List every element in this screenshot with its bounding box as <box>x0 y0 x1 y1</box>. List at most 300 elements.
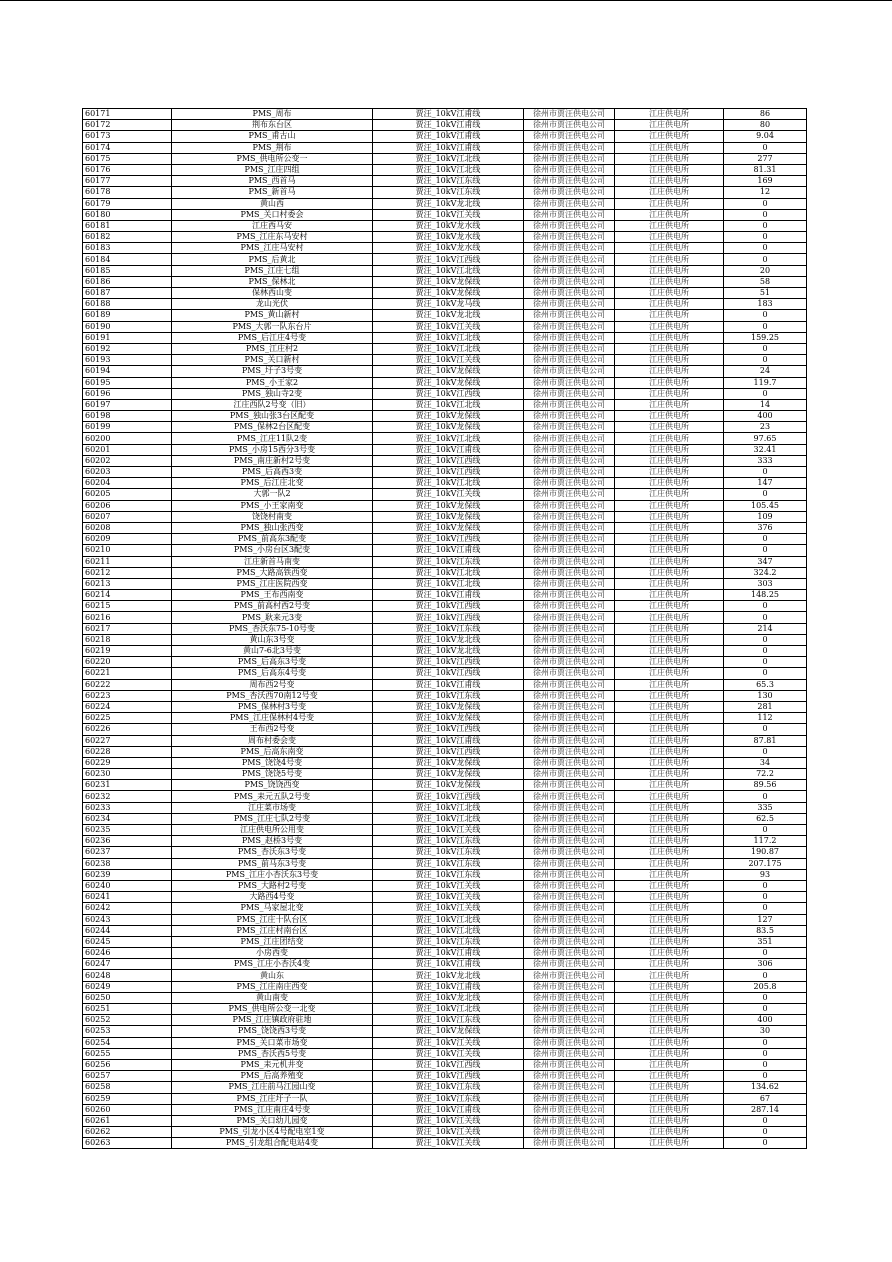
transformer-name-cell: PMS_新首马 <box>172 187 373 198</box>
company-cell: 徐州市贾汪供电公司 <box>524 590 615 601</box>
table-row <box>83 489 807 500</box>
table-row <box>83 578 807 589</box>
station-cell: 江庄供电所 <box>615 981 724 992</box>
feeder-line-cell: 贾汪_10kV江西线 <box>373 668 524 679</box>
feeder-line-cell: 贾汪_10kV江东线 <box>373 858 524 869</box>
transformer-name-cell: 周布西2号变 <box>172 679 373 690</box>
value-cell: 351 <box>724 936 807 947</box>
feeder-line-cell: 贾汪_10kV龙保线 <box>373 701 524 712</box>
transformer-name-cell: PMS_保林2台区配变 <box>172 422 373 433</box>
value-cell: 119.7 <box>724 377 807 388</box>
feeder-line-cell: 贾汪_10kV龙保线 <box>373 377 524 388</box>
transformer-name-cell: PMS_江庄马安村 <box>172 243 373 254</box>
company-cell: 徐州市贾汪供电公司 <box>524 735 615 746</box>
table-row <box>83 992 807 1003</box>
company-cell: 徐州市贾汪供电公司 <box>524 813 615 824</box>
value-cell: 12 <box>724 187 807 198</box>
company-cell: 徐州市贾汪供电公司 <box>524 399 615 410</box>
feeder-line-cell: 贾汪_10kV江关线 <box>373 1138 524 1149</box>
transformer-name-cell: PMS_后高东南变 <box>172 746 373 757</box>
row-id-cell: 60196 <box>83 388 172 399</box>
transformer-name-cell: 江庄西马安 <box>172 220 373 231</box>
transformer-name-cell: PMS_江庄村2 <box>172 343 373 354</box>
table-row <box>83 411 807 422</box>
feeder-line-cell: 贾汪_10kV龙水线 <box>373 232 524 243</box>
row-id-cell: 60222 <box>83 679 172 690</box>
transformer-name-cell: PMS_小房台区3配变 <box>172 545 373 556</box>
feeder-line-cell: 贾汪_10kV龙水线 <box>373 220 524 231</box>
table-row <box>83 970 807 981</box>
feeder-line-cell: 贾汪_10kV江东线 <box>373 1093 524 1104</box>
station-cell: 江庄供电所 <box>615 802 724 813</box>
row-id-cell: 60232 <box>83 791 172 802</box>
value-cell: 0 <box>724 970 807 981</box>
value-cell: 67 <box>724 1093 807 1104</box>
value-cell: 0 <box>724 1059 807 1070</box>
row-id-cell: 60243 <box>83 914 172 925</box>
table-row <box>83 1059 807 1070</box>
station-cell: 江庄供电所 <box>615 1037 724 1048</box>
transformer-name-cell: PMS_江庄南庄4号变 <box>172 1104 373 1115</box>
station-cell: 江庄供电所 <box>615 422 724 433</box>
value-cell: 0 <box>724 657 807 668</box>
feeder-line-cell: 贾汪_10kV江西线 <box>373 467 524 478</box>
company-cell: 徐州市贾汪供电公司 <box>524 746 615 757</box>
row-id-cell: 60180 <box>83 209 172 220</box>
feeder-line-cell: 贾汪_10kV江甫线 <box>373 679 524 690</box>
feeder-line-cell: 贾汪_10kV江甫线 <box>373 120 524 131</box>
table-row <box>83 556 807 567</box>
row-id-cell: 60224 <box>83 701 172 712</box>
company-cell: 徐州市贾汪供电公司 <box>524 914 615 925</box>
station-cell: 江庄供电所 <box>615 254 724 265</box>
feeder-line-cell: 贾汪_10kV江东线 <box>373 936 524 947</box>
value-cell: 0 <box>724 142 807 153</box>
transformer-name-cell: PMS_后高东3号变 <box>172 657 373 668</box>
company-cell: 徐州市贾汪供电公司 <box>524 232 615 243</box>
company-cell: 徐州市贾汪供电公司 <box>524 1082 615 1093</box>
company-cell: 徐州市贾汪供电公司 <box>524 109 615 120</box>
value-cell: 0 <box>724 209 807 220</box>
transformer-name-cell: PMS_独山张西变 <box>172 522 373 533</box>
station-cell: 江庄供电所 <box>615 590 724 601</box>
feeder-line-cell: 贾汪_10kV江北线 <box>373 567 524 578</box>
page-top-rule <box>0 0 892 1</box>
table-row <box>83 925 807 936</box>
row-id-cell: 60256 <box>83 1059 172 1070</box>
feeder-line-cell: 贾汪_10kV江西线 <box>373 612 524 623</box>
row-id-cell: 60177 <box>83 176 172 187</box>
row-id-cell: 60252 <box>83 1015 172 1026</box>
feeder-line-cell: 贾汪_10kV龙保线 <box>373 411 524 422</box>
row-id-cell: 60253 <box>83 1026 172 1037</box>
table-row <box>83 433 807 444</box>
value-cell: 148.25 <box>724 590 807 601</box>
station-cell: 江庄供电所 <box>615 209 724 220</box>
station-cell: 江庄供电所 <box>615 489 724 500</box>
table-row <box>83 668 807 679</box>
row-id-cell: 60212 <box>83 567 172 578</box>
table-row <box>83 981 807 992</box>
feeder-line-cell: 贾汪_10kV龙北线 <box>373 970 524 981</box>
company-cell: 徐州市贾汪供电公司 <box>524 1059 615 1070</box>
station-cell: 江庄供电所 <box>615 713 724 724</box>
feeder-line-cell: 贾汪_10kV江甫线 <box>373 131 524 142</box>
transformer-name-cell: PMS_饶饶西变 <box>172 780 373 791</box>
station-cell: 江庄供电所 <box>615 388 724 399</box>
feeder-line-cell: 贾汪_10kV龙保线 <box>373 522 524 533</box>
feeder-line-cell: 贾汪_10kV江关线 <box>373 892 524 903</box>
value-cell: 81.31 <box>724 164 807 175</box>
company-cell: 徐州市贾汪供电公司 <box>524 892 615 903</box>
transformer-name-cell: 周布村委会变 <box>172 735 373 746</box>
transformer-name-cell: PMS_江庄小杏沃东3号变 <box>172 869 373 880</box>
company-cell: 徐州市贾汪供电公司 <box>524 836 615 847</box>
table-row <box>83 500 807 511</box>
value-cell: 169 <box>724 176 807 187</box>
table-row <box>83 847 807 858</box>
feeder-line-cell: 贾汪_10kV江北线 <box>373 399 524 410</box>
transformer-name-cell: PMS_饶饶西3号变 <box>172 1026 373 1037</box>
transformer-name-cell: PMS_小王家2 <box>172 377 373 388</box>
company-cell: 徐州市贾汪供电公司 <box>524 1127 615 1138</box>
station-cell: 江庄供电所 <box>615 936 724 947</box>
company-cell: 徐州市贾汪供电公司 <box>524 220 615 231</box>
row-id-cell: 60200 <box>83 433 172 444</box>
company-cell: 徐州市贾汪供电公司 <box>524 869 615 880</box>
table-row <box>83 869 807 880</box>
table-row <box>83 590 807 601</box>
transformer-name-cell: 黄山7-6北3号变 <box>172 646 373 657</box>
value-cell: 9.04 <box>724 131 807 142</box>
transformer-name-cell: PMS_杏沃西70南12号变 <box>172 690 373 701</box>
transformer-name-cell: PMS_大路村2号变 <box>172 880 373 891</box>
table-row <box>83 511 807 522</box>
transformer-name-cell: PMS_杏沃东75-10号变 <box>172 623 373 634</box>
table-row <box>83 176 807 187</box>
value-cell: 0 <box>724 1037 807 1048</box>
transformer-name-cell: PMS_保林村3号变 <box>172 701 373 712</box>
feeder-line-cell: 贾汪_10kV江甫线 <box>373 735 524 746</box>
row-id-cell: 60235 <box>83 825 172 836</box>
value-cell: 303 <box>724 578 807 589</box>
company-cell: 徐州市贾汪供电公司 <box>524 769 615 780</box>
station-cell: 江庄供电所 <box>615 623 724 634</box>
company-cell: 徐州市贾汪供电公司 <box>524 1071 615 1082</box>
feeder-line-cell: 贾汪_10kV江北线 <box>373 914 524 925</box>
row-id-cell: 60226 <box>83 724 172 735</box>
table-row <box>83 757 807 768</box>
value-cell: 0 <box>724 198 807 209</box>
station-cell: 江庄供电所 <box>615 1026 724 1037</box>
station-cell: 江庄供电所 <box>615 220 724 231</box>
table-row <box>83 634 807 645</box>
row-id-cell: 60255 <box>83 1048 172 1059</box>
table-row <box>83 422 807 433</box>
station-cell: 江庄供电所 <box>615 1093 724 1104</box>
company-cell: 徐州市贾汪供电公司 <box>524 1004 615 1015</box>
row-id-cell: 60171 <box>83 109 172 120</box>
transformer-name-cell: PMS_独山张3台区配变 <box>172 411 373 422</box>
feeder-line-cell: 贾汪_10kV江东线 <box>373 847 524 858</box>
table-row <box>83 1104 807 1115</box>
transformer-name-cell: PMS_独山寺2变 <box>172 388 373 399</box>
table-row <box>83 1004 807 1015</box>
table-row <box>83 936 807 947</box>
row-id-cell: 60221 <box>83 668 172 679</box>
station-cell: 江庄供电所 <box>615 310 724 321</box>
feeder-line-cell: 贾汪_10kV龙保线 <box>373 780 524 791</box>
table-row <box>83 1127 807 1138</box>
transformer-name-cell: PMS_前高东3配变 <box>172 534 373 545</box>
value-cell: 109 <box>724 511 807 522</box>
station-cell: 江庄供电所 <box>615 120 724 131</box>
row-id-cell: 60214 <box>83 590 172 601</box>
station-cell: 江庄供电所 <box>615 176 724 187</box>
company-cell: 徐州市贾汪供电公司 <box>524 646 615 657</box>
table-row <box>83 679 807 690</box>
row-id-cell: 60216 <box>83 612 172 623</box>
company-cell: 徐州市贾汪供电公司 <box>524 992 615 1003</box>
transformer-name-cell: 江庄供电所公用变 <box>172 825 373 836</box>
station-cell: 江庄供电所 <box>615 321 724 332</box>
value-cell: 400 <box>724 411 807 422</box>
value-cell: 0 <box>724 467 807 478</box>
feeder-line-cell: 贾汪_10kV江甫线 <box>373 590 524 601</box>
table-body <box>83 109 807 1149</box>
feeder-line-cell: 贾汪_10kV龙保线 <box>373 1026 524 1037</box>
row-id-cell: 60220 <box>83 657 172 668</box>
value-cell: 20 <box>724 265 807 276</box>
table-row <box>83 522 807 533</box>
value-cell: 0 <box>724 724 807 735</box>
row-id-cell: 60193 <box>83 355 172 366</box>
company-cell: 徐州市贾汪供电公司 <box>524 970 615 981</box>
station-cell: 江庄供电所 <box>615 959 724 970</box>
station-cell: 江庄供电所 <box>615 948 724 959</box>
station-cell: 江庄供电所 <box>615 343 724 354</box>
company-cell: 徐州市贾汪供电公司 <box>524 1138 615 1149</box>
station-cell: 江庄供电所 <box>615 556 724 567</box>
value-cell: 190.87 <box>724 847 807 858</box>
table-row <box>83 444 807 455</box>
company-cell: 徐州市贾汪供电公司 <box>524 511 615 522</box>
station-cell: 江庄供电所 <box>615 847 724 858</box>
table-row <box>83 959 807 970</box>
station-cell: 江庄供电所 <box>615 288 724 299</box>
row-id-cell: 60201 <box>83 444 172 455</box>
feeder-line-cell: 贾汪_10kV江西线 <box>373 455 524 466</box>
company-cell: 徐州市贾汪供电公司 <box>524 153 615 164</box>
feeder-line-cell: 贾汪_10kV江关线 <box>373 209 524 220</box>
station-cell: 江庄供电所 <box>615 478 724 489</box>
company-cell: 徐州市贾汪供电公司 <box>524 332 615 343</box>
value-cell: 287.14 <box>724 1104 807 1115</box>
substation-table <box>82 108 807 1149</box>
transformer-name-cell: PMS_江庄东马安村 <box>172 232 373 243</box>
row-id-cell: 60217 <box>83 623 172 634</box>
value-cell: 0 <box>724 310 807 321</box>
company-cell: 徐州市贾汪供电公司 <box>524 780 615 791</box>
table-row <box>83 265 807 276</box>
table-row <box>83 1138 807 1149</box>
station-cell: 江庄供电所 <box>615 455 724 466</box>
transformer-name-cell: PMS_江庄十队台区 <box>172 914 373 925</box>
value-cell: 0 <box>724 355 807 366</box>
transformer-name-cell: PMS_江庄七队2号变 <box>172 813 373 824</box>
row-id-cell: 60245 <box>83 936 172 947</box>
table-row <box>83 366 807 377</box>
row-id-cell: 60197 <box>83 399 172 410</box>
row-id-cell: 60247 <box>83 959 172 970</box>
row-id-cell: 60237 <box>83 847 172 858</box>
transformer-name-cell: PMS_马家屋北变 <box>172 903 373 914</box>
row-id-cell: 60173 <box>83 131 172 142</box>
value-cell: 127 <box>724 914 807 925</box>
feeder-line-cell: 贾汪_10kV江关线 <box>373 489 524 500</box>
row-id-cell: 60203 <box>83 467 172 478</box>
row-id-cell: 60259 <box>83 1093 172 1104</box>
table-row <box>83 109 807 120</box>
feeder-line-cell: 贾汪_10kV江北线 <box>373 478 524 489</box>
value-cell: 159.25 <box>724 332 807 343</box>
row-id-cell: 60211 <box>83 556 172 567</box>
station-cell: 江庄供电所 <box>615 534 724 545</box>
row-id-cell: 60209 <box>83 534 172 545</box>
row-id-cell: 60195 <box>83 377 172 388</box>
table-row <box>83 769 807 780</box>
value-cell: 89.56 <box>724 780 807 791</box>
row-id-cell: 60246 <box>83 948 172 959</box>
feeder-line-cell: 贾汪_10kV江西线 <box>373 1059 524 1070</box>
station-cell: 江庄供电所 <box>615 1104 724 1115</box>
company-cell: 徐州市贾汪供电公司 <box>524 657 615 668</box>
company-cell: 徐州市贾汪供电公司 <box>524 411 615 422</box>
table-row <box>83 1093 807 1104</box>
table-row <box>83 713 807 724</box>
feeder-line-cell: 贾汪_10kV龙北线 <box>373 992 524 1003</box>
company-cell: 徐州市贾汪供电公司 <box>524 276 615 287</box>
row-id-cell: 60181 <box>83 220 172 231</box>
feeder-line-cell: 贾汪_10kV龙保线 <box>373 288 524 299</box>
row-id-cell: 60263 <box>83 1138 172 1149</box>
station-cell: 江庄供电所 <box>615 757 724 768</box>
feeder-line-cell: 贾汪_10kV江东线 <box>373 836 524 847</box>
company-cell: 徐州市贾汪供电公司 <box>524 601 615 612</box>
row-id-cell: 60236 <box>83 836 172 847</box>
table-row <box>83 1115 807 1126</box>
row-id-cell: 60186 <box>83 276 172 287</box>
company-cell: 徐州市贾汪供电公司 <box>524 198 615 209</box>
station-cell: 江庄供电所 <box>615 925 724 936</box>
transformer-name-cell: PMS_后高养殖变 <box>172 1071 373 1082</box>
transformer-name-cell: 黄山西 <box>172 198 373 209</box>
value-cell: 24 <box>724 366 807 377</box>
value-cell: 183 <box>724 299 807 310</box>
value-cell: 277 <box>724 153 807 164</box>
feeder-line-cell: 贾汪_10kV龙北线 <box>373 198 524 209</box>
company-cell: 徐州市贾汪供电公司 <box>524 925 615 936</box>
company-cell: 徐州市贾汪供电公司 <box>524 802 615 813</box>
value-cell: 23 <box>724 422 807 433</box>
feeder-line-cell: 贾汪_10kV龙保线 <box>373 422 524 433</box>
table-row <box>83 131 807 142</box>
transformer-name-cell: PMS_供电所公变一北变 <box>172 1004 373 1015</box>
feeder-line-cell: 贾汪_10kV江关线 <box>373 1037 524 1048</box>
feeder-line-cell: 贾汪_10kV江甫线 <box>373 981 524 992</box>
row-id-cell: 60238 <box>83 858 172 869</box>
row-id-cell: 60218 <box>83 634 172 645</box>
table-row <box>83 254 807 265</box>
value-cell: 87.81 <box>724 735 807 746</box>
row-id-cell: 60185 <box>83 265 172 276</box>
row-id-cell: 60183 <box>83 243 172 254</box>
value-cell: 72.2 <box>724 769 807 780</box>
station-cell: 江庄供电所 <box>615 545 724 556</box>
transformer-name-cell: 保林西山变 <box>172 288 373 299</box>
station-cell: 江庄供电所 <box>615 746 724 757</box>
company-cell: 徐州市贾汪供电公司 <box>524 243 615 254</box>
station-cell: 江庄供电所 <box>615 780 724 791</box>
feeder-line-cell: 贾汪_10kV江北线 <box>373 802 524 813</box>
station-cell: 江庄供电所 <box>615 131 724 142</box>
feeder-line-cell: 贾汪_10kV江关线 <box>373 1115 524 1126</box>
feeder-line-cell: 贾汪_10kV龙保线 <box>373 366 524 377</box>
transformer-name-cell: PMS_江庄医院西变 <box>172 578 373 589</box>
station-cell: 江庄供电所 <box>615 646 724 657</box>
feeder-line-cell: 贾汪_10kV江甫线 <box>373 444 524 455</box>
feeder-line-cell: 贾汪_10kV江北线 <box>373 925 524 936</box>
table-row <box>83 455 807 466</box>
table-row <box>83 534 807 545</box>
row-id-cell: 60199 <box>83 422 172 433</box>
table-row <box>83 948 807 959</box>
value-cell: 0 <box>724 243 807 254</box>
value-cell: 333 <box>724 455 807 466</box>
row-id-cell: 60189 <box>83 310 172 321</box>
row-id-cell: 60254 <box>83 1037 172 1048</box>
row-id-cell: 60194 <box>83 366 172 377</box>
row-id-cell: 60190 <box>83 321 172 332</box>
table-row <box>83 343 807 354</box>
transformer-name-cell: PMS_江庄四组 <box>172 164 373 175</box>
row-id-cell: 60191 <box>83 332 172 343</box>
station-cell: 江庄供电所 <box>615 411 724 422</box>
company-cell: 徐州市贾汪供电公司 <box>524 690 615 701</box>
value-cell: 400 <box>724 1015 807 1026</box>
value-cell: 117.2 <box>724 836 807 847</box>
row-id-cell: 60229 <box>83 757 172 768</box>
table-row <box>83 623 807 634</box>
transformer-name-cell: PMS_后高东4号变 <box>172 668 373 679</box>
table-row <box>83 813 807 824</box>
station-cell: 江庄供电所 <box>615 735 724 746</box>
feeder-line-cell: 贾汪_10kV江甫线 <box>373 142 524 153</box>
table-row <box>83 243 807 254</box>
value-cell: 0 <box>724 489 807 500</box>
feeder-line-cell: 贾汪_10kV龙保线 <box>373 500 524 511</box>
feeder-line-cell: 贾汪_10kV龙保线 <box>373 713 524 724</box>
transformer-name-cell: PMS_黄山新村 <box>172 310 373 321</box>
table-row <box>83 646 807 657</box>
station-cell: 江庄供电所 <box>615 1115 724 1126</box>
station-cell: 江庄供电所 <box>615 332 724 343</box>
value-cell: 0 <box>724 646 807 657</box>
station-cell: 江庄供电所 <box>615 769 724 780</box>
value-cell: 0 <box>724 791 807 802</box>
value-cell: 62.5 <box>724 813 807 824</box>
value-cell: 86 <box>724 109 807 120</box>
